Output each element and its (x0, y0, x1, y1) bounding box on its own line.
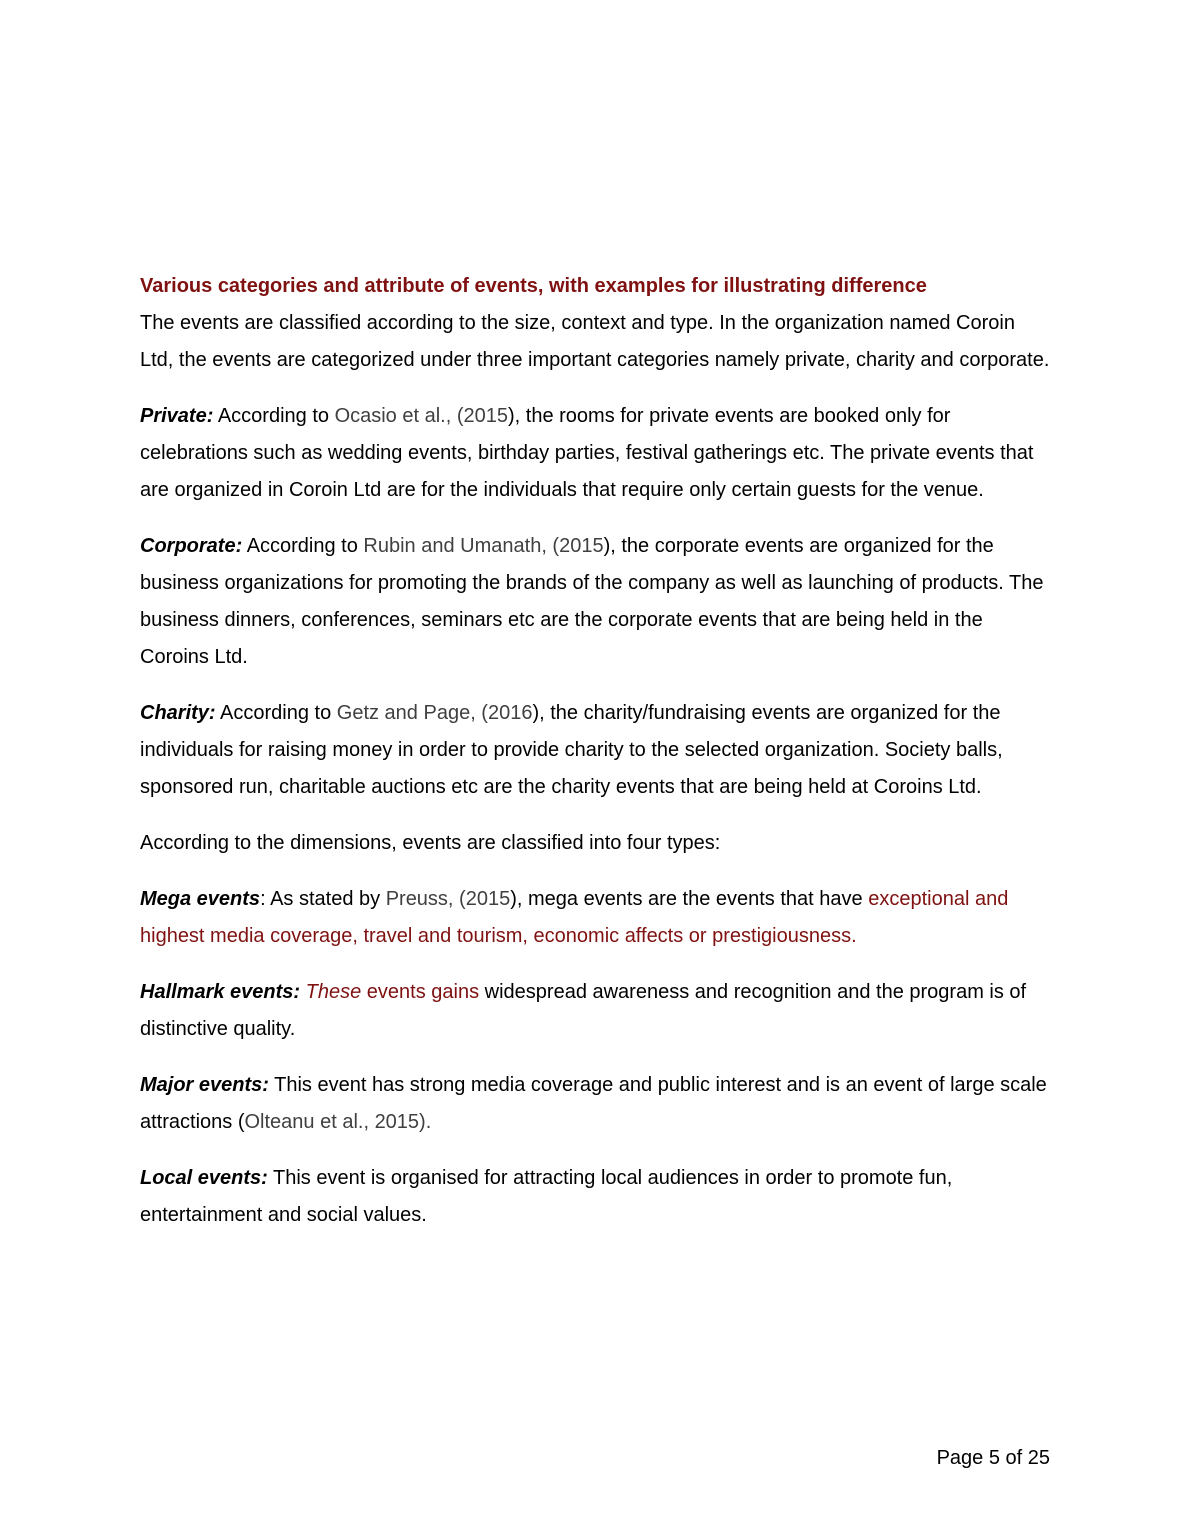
local-text: This event is organised for attracting local audiences in order to promote fun, entertainment and social values. (140, 1167, 953, 1226)
dimensions-intro: According to the dimensions, events are classified into four types: (140, 832, 721, 854)
hallmark-paragraph (140, 974, 1052, 1048)
mega-text: ), mega events are the events that have (510, 888, 869, 910)
mega-prefix: : As stated by (260, 888, 386, 910)
mega-highlight: exceptional and highest media coverage, travel and tourism, economic affects or prestigiousness. (140, 888, 1009, 947)
private-paragraph (140, 398, 1052, 509)
hallmark-accent: events gains (361, 981, 480, 1003)
hallmark-accent-italic: These (305, 981, 362, 1003)
charity-paragraph (140, 695, 1052, 806)
private-text: ), the rooms for private events are booked only for celebrations such as wedding events, birthday parties, festival gatherings etc. The private events that are organized in Coroin Ltd are for the individuals that require only certain guests for the venue. (140, 405, 1034, 501)
major-paragraph (140, 1067, 1052, 1141)
major-label: Major events: (140, 1074, 269, 1096)
intro-paragraph: The events are classified according to the size, context and type. In the organization named Coroin Ltd, the events are categorized under three important categories namely private, charity and corporate. (140, 312, 1050, 371)
charity-prefix: According to (215, 702, 337, 724)
hallmark-text: widespread awareness and recognition and the program is of distinctive quality. (140, 981, 1027, 1040)
corporate-prefix: According to (242, 535, 364, 557)
corporate-citation: Rubin and Umanath, (2015 (363, 535, 604, 557)
page-number: Page 5 of 25 (936, 1447, 1050, 1469)
section-heading: Various categories and attribute of events, with examples for illustrating difference (140, 275, 927, 297)
mega-paragraph (140, 881, 1052, 955)
charity-text: ), the charity/fundraising events are organized for the individuals for raising money in order to provide charity to the selected organization. Society balls, sponsored run, charitable auctions etc are the charity events that are being held at Coroins Ltd. (140, 702, 1003, 798)
major-text: This event has strong media coverage and public interest and is an event of large scale attractions ( (140, 1074, 1047, 1133)
corporate-text: ), the corporate events are organized for the business organizations for promoting the brands of the company as well as launching of products. The business dinners, conferences, seminars etc are the corporate events that are being held in the Coroins Ltd. (140, 535, 1044, 668)
mega-label: Mega events (140, 888, 261, 910)
corporate-label: Corporate: (140, 535, 243, 557)
private-label: Private: (140, 405, 214, 427)
mega-citation: Preuss, (2015 (385, 888, 511, 910)
charity-label: Charity: (140, 702, 216, 724)
major-citation: Olteanu et al., 2015). (244, 1111, 432, 1133)
private-citation: Ocasio et al., (2015 (334, 405, 508, 427)
page-content (140, 268, 1052, 1253)
local-label: Local events: (140, 1167, 268, 1189)
charity-citation: Getz and Page, (2016 (336, 702, 533, 724)
local-paragraph (140, 1160, 1052, 1234)
private-prefix: According to (213, 405, 335, 427)
hallmark-label: Hallmark events: (140, 981, 301, 1003)
corporate-paragraph (140, 528, 1052, 676)
